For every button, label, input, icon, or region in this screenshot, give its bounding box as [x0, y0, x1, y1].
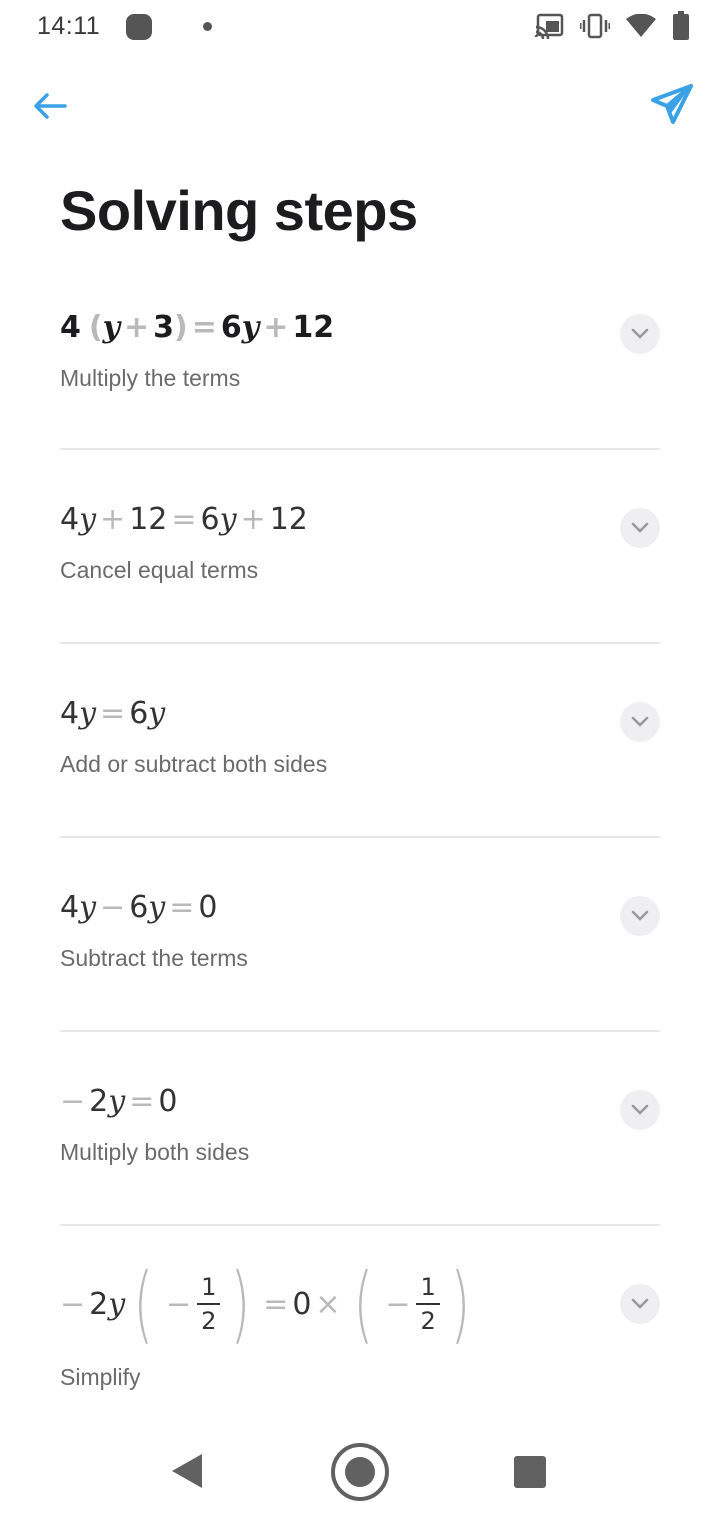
math-token: − — [60, 1084, 86, 1119]
math-token: 4 — [60, 502, 80, 537]
step-equation — [60, 696, 660, 731]
step-equation — [60, 502, 660, 537]
notification-icon — [126, 14, 152, 40]
expand-step-button[interactable] — [620, 1284, 660, 1324]
math-token: y — [79, 890, 97, 925]
step-description: Add or subtract both sides — [60, 751, 328, 777]
math-token: ( — [133, 1255, 154, 1353]
step-description: Subtract the terms — [60, 945, 248, 971]
step-item[interactable] — [60, 290, 660, 450]
step-item[interactable] — [60, 644, 660, 838]
nav-recents-button[interactable] — [514, 1456, 546, 1488]
notification-dot-icon — [203, 22, 212, 31]
math-token: + — [124, 310, 150, 345]
math-token: = — [171, 502, 197, 537]
math-token: + — [100, 502, 126, 537]
math-token: y — [108, 1286, 126, 1322]
math-token: = — [169, 890, 195, 925]
app-bar — [0, 70, 720, 134]
chevron-down-icon — [631, 1298, 649, 1310]
status-time: 14:11 — [37, 12, 101, 40]
math-token: ) — [450, 1255, 470, 1353]
cast-icon — [534, 13, 564, 39]
math-token: − — [100, 890, 126, 925]
math-token: 0 — [198, 890, 218, 925]
vibrate-icon — [580, 13, 610, 39]
wifi-icon — [626, 14, 656, 38]
expand-step-button[interactable] — [620, 1090, 660, 1130]
math-token: = — [191, 310, 217, 345]
share-button[interactable] — [648, 80, 696, 128]
math-token: + — [240, 502, 266, 537]
math-token: 4 — [60, 310, 81, 345]
step-equation — [60, 1255, 660, 1353]
math-token: y — [108, 1084, 126, 1119]
back-button[interactable] — [28, 84, 72, 128]
chevron-down-icon — [631, 522, 649, 534]
system-nav-bar — [0, 1428, 720, 1520]
math-token: y — [148, 696, 166, 731]
math-token: 12 — [269, 502, 308, 537]
step-description: Cancel equal terms — [60, 557, 259, 583]
step-item[interactable] — [60, 1226, 660, 1426]
fraction-denominator: 2 — [416, 1303, 439, 1333]
status-icons — [534, 10, 690, 42]
fraction-numerator: 1 — [420, 1273, 436, 1301]
math-token: 3 — [153, 310, 175, 345]
nav-home-button[interactable] — [331, 1443, 389, 1501]
step-description: Multiply both sides — [60, 1139, 250, 1165]
math-token: ) — [174, 310, 188, 345]
math-token: + — [263, 310, 289, 345]
math-token: = — [100, 696, 126, 731]
expand-step-button[interactable] — [620, 702, 660, 742]
math-token: y — [241, 310, 260, 345]
math-token: y — [79, 502, 97, 537]
arrow-left-icon — [33, 92, 67, 120]
step-equation — [60, 1084, 660, 1119]
math-token: 12 — [292, 310, 335, 345]
math-token: 4 — [60, 890, 80, 925]
math-token: − — [60, 1286, 86, 1322]
math-token: 6 — [129, 890, 149, 925]
expand-step-button[interactable] — [620, 508, 660, 548]
step-item[interactable] — [60, 1032, 660, 1226]
math-token: = — [263, 1286, 289, 1322]
math-token: ) — [230, 1255, 251, 1353]
step-equation — [60, 890, 660, 925]
step-description: Multiply the terms — [60, 365, 241, 391]
math-token: − — [165, 1286, 192, 1322]
step-description: Simplify — [60, 1364, 141, 1390]
math-token: 6 — [220, 310, 242, 345]
math-token: y — [102, 310, 121, 345]
chevron-down-icon — [631, 716, 649, 728]
fraction-numerator: 1 — [201, 1273, 217, 1301]
math-token: = — [129, 1084, 155, 1119]
status-bar — [0, 0, 720, 54]
math-token: 4 — [60, 696, 80, 731]
math-token: ( — [353, 1255, 373, 1353]
home-icon — [345, 1457, 375, 1487]
math-token: 6 — [129, 696, 149, 731]
math-token: 12 — [129, 502, 168, 537]
math-token: 0 — [292, 1286, 312, 1322]
chevron-down-icon — [631, 328, 649, 340]
math-token: × — [315, 1286, 341, 1322]
expand-step-button[interactable] — [620, 314, 660, 354]
math-token: 2 — [89, 1084, 109, 1119]
steps-list — [60, 290, 660, 1426]
fraction — [197, 1275, 220, 1333]
math-token: 0 — [158, 1084, 178, 1119]
fraction-denominator: 2 — [197, 1303, 220, 1333]
math-token: y — [219, 502, 237, 537]
math-token: − — [385, 1286, 411, 1322]
math-token: y — [148, 890, 166, 925]
paper-plane-icon — [651, 84, 693, 124]
step-item[interactable] — [60, 838, 660, 1032]
math-token: y — [79, 696, 97, 731]
expand-step-button[interactable] — [620, 896, 660, 936]
nav-back-button[interactable] — [170, 1452, 204, 1490]
math-token: ( — [88, 310, 103, 345]
math-token: 6 — [200, 502, 220, 537]
fraction — [416, 1275, 439, 1333]
step-item[interactable] — [60, 450, 660, 644]
chevron-down-icon — [631, 1104, 649, 1116]
math-token: 2 — [89, 1286, 109, 1322]
battery-icon — [672, 11, 690, 41]
page-title: Solving steps — [60, 179, 418, 242]
chevron-down-icon — [631, 910, 649, 922]
step-equation — [60, 310, 660, 345]
